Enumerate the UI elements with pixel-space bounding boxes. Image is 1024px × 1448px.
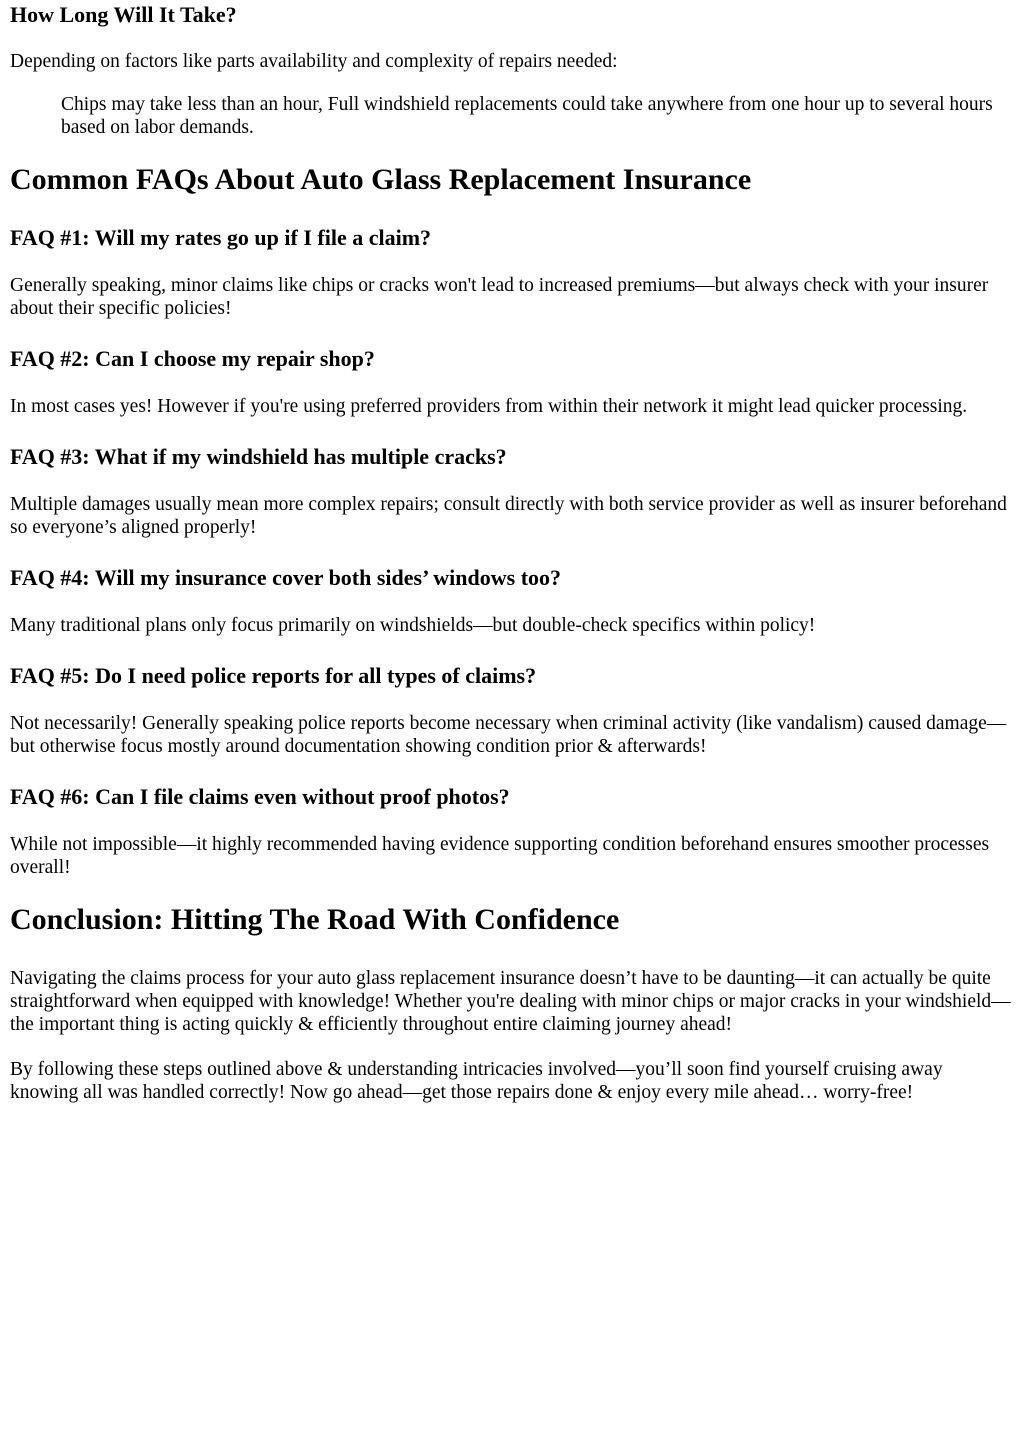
faq-question-2: FAQ #2: Can I choose my repair shop? <box>10 346 375 371</box>
conclusion-title: Conclusion: Hitting The Road With Confidence <box>10 903 620 936</box>
section-heading-how-long: How Long Will It Take? <box>10 2 237 27</box>
faq-answer-5: Not necessarily! Generally speaking police reports become necessary when criminal activity (like vandalism) caused damage—but otherwise focus mostly around documentation showing condition prior & afterwards! <box>10 713 1007 757</box>
faq-section-title: Common FAQs About Auto Glass Replacement Insurance <box>10 163 752 196</box>
faq-answer-3: Multiple damages usually mean more complex repairs; consult directly with both service provider as well as insurer beforehand so everyone’s aligned properly! <box>10 494 1007 538</box>
faq-answer-6: While not impossible—it highly recommended having evidence supporting condition beforehand ensures smoother processes overall! <box>10 834 990 878</box>
duration-blockquote: Chips may take less than an hour, Full windshield replacements could take anywhere from one hour up to several hours based on labor demands. <box>61 94 993 138</box>
article <box>10 2 1014 1104</box>
faq-answer-1: Generally speaking, minor claims like chips or cracks won't lead to increased premiums—but always check with your insurer about their specific policies! <box>10 275 989 319</box>
conclusion-paragraph-1: Navigating the claims process for your auto glass replacement insurance doesn’t have to be daunting—it can actually be quite straightforward when equipped with knowledge! Whether you're dealing with minor chips or major cracks in your windshield—the important thing is acting quickly & efficiently throughout entire claiming journey ahead! <box>10 968 1011 1035</box>
faq-answer-2: In most cases yes! However if you're using preferred providers from within their network it might lead quicker processing. <box>10 396 968 417</box>
faq-answer-4: Many traditional plans only focus primarily on windshields—but double-check specifics within policy! <box>10 615 816 636</box>
faq-question-1: FAQ #1: Will my rates go up if I file a claim? <box>10 225 432 250</box>
faq-question-5: FAQ #5: Do I need police reports for all types of claims? <box>10 663 537 688</box>
intro-paragraph: Depending on factors like parts availability and complexity of repairs needed: <box>10 51 618 72</box>
faq-question-4: FAQ #4: Will my insurance cover both sides’ windows too? <box>10 565 562 590</box>
faq-question-3: FAQ #3: What if my windshield has multiple cracks? <box>10 444 507 469</box>
faq-question-6: FAQ #6: Can I file claims even without proof photos? <box>10 784 510 809</box>
conclusion-paragraph-2: By following these steps outlined above & understanding intricacies involved—you’ll soon find yourself cruising away knowing all was handled correctly! Now go ahead—get those repairs done & enjoy every mile ahead… worry-free! <box>10 1059 943 1103</box>
